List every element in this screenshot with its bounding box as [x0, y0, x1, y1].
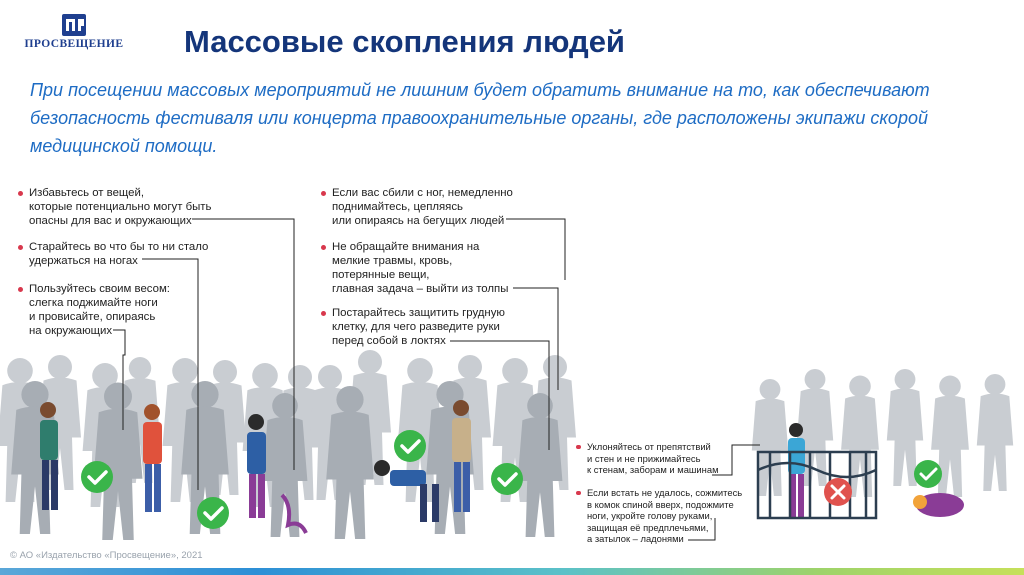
- check-icon: [491, 463, 523, 495]
- bullet-icon: [18, 287, 23, 292]
- page-title: Массовые скопления людей: [184, 24, 625, 59]
- check-icon: [81, 461, 113, 493]
- tip-middle-3: Постарайтесь защитить грудную клетку, для чего разведите руки перед собой в локтях: [332, 306, 505, 348]
- tip-left-2: Старайтесь во что бы то ни стало удержаться на ногах: [29, 240, 208, 268]
- intro-text: При посещении массовых мероприятий не лишним будет обратить внимание на то, как обеспечивают безопасность фестиваля или концерта правоохранительные органы, где расположены экипажи скорой медицинской помощи.: [30, 80, 930, 156]
- tip-right-1: Уклоняйтесь от препятствий и стен и не прижимайтесь к стенам, заборам и машинам: [587, 441, 719, 476]
- tip-middle-1: Если вас сбили с ног, немедленно поднимайтесь, цепляясь или опираясь на бегущих людей: [332, 186, 513, 228]
- check-icon: [914, 460, 942, 488]
- cross-icon: [824, 478, 852, 506]
- bullet-icon: [18, 245, 23, 250]
- bullet-icon: [576, 491, 581, 496]
- person-right-2: [913, 493, 964, 517]
- tip-middle-2: Не обращайте внимания на мелкие травмы, кровь, потерянные вещи, главная задача – выйти из толпы: [332, 240, 508, 296]
- bullet-icon: [18, 191, 23, 196]
- tip-right-2: Если встать не удалось, сожмитесь в комок спиной вверх, подожмите ноги, укройте голову руками, защищая её предплечьями, а затылок – ладонями: [587, 487, 742, 545]
- bullet-icon: [321, 191, 326, 196]
- check-icon: [197, 497, 229, 529]
- bullet-icon: [321, 245, 326, 250]
- check-icon: [394, 430, 426, 462]
- logo-text: ПРОСВЕЩЕНИЕ: [24, 38, 124, 50]
- copyright: © АО «Издательство «Просвещение», 2021: [10, 550, 203, 561]
- bullet-icon: [321, 311, 326, 316]
- bullet-icon: [576, 445, 581, 450]
- tip-left-1: Избавьтесь от вещей, которые потенциально могут быть опасны для вас и окружающих: [29, 186, 211, 228]
- tip-left-3: Пользуйтесь своим весом: слегка поджимайте ноги и провисайте, опираясь на окружающих: [29, 282, 170, 338]
- bottom-color-bar: [0, 568, 1024, 575]
